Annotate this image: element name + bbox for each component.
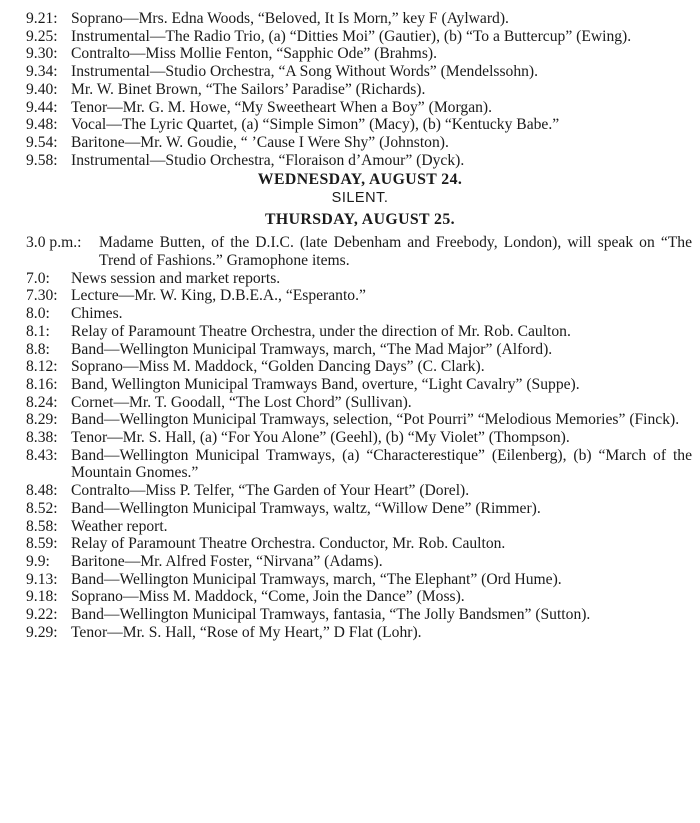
entry-time: 9.18:: [26, 588, 58, 606]
entry-time: 9.13:: [26, 570, 58, 588]
program-entry: [26, 571, 694, 589]
entry-text: Band—Wellington Municipal Tramways, (a) “Characterestique” (Eilenberg), (b) “March of the Mountain Gnomes.”: [71, 446, 692, 482]
entry-text: Cornet—Mr. T. Goodall, “The Lost Chord” (Sullivan).: [71, 393, 412, 411]
program-entry: [26, 588, 694, 606]
program-entry: [26, 500, 694, 518]
program-entry: [26, 63, 694, 81]
wednesday-status: SILENT.: [331, 190, 389, 207]
entry-time: 8.29:: [26, 411, 58, 429]
program-entry: [26, 323, 694, 341]
program-entry: [26, 394, 694, 412]
entry-time: 9.48:: [26, 116, 58, 134]
program-entry: [26, 429, 694, 447]
entry-time: 9.44:: [26, 98, 58, 116]
entry-time: 9.34:: [26, 63, 58, 81]
program-entry: [26, 447, 694, 482]
thursday-heading: THURSDAY, AUGUST 25.: [264, 211, 456, 229]
entry-time: 9.58:: [26, 151, 58, 169]
program-entry: [26, 28, 694, 46]
entry-time: 8.38:: [26, 429, 58, 447]
entry-text: Madame Butten, of the D.I.C. (late Debenham and Freebody, London), will speak on “The Trend of Fashions.” Gramophone items.: [99, 234, 692, 270]
entry-text: Tenor—Mr. S. Hall, “Rose of My Heart,” D Flat (Lohr).: [71, 623, 422, 641]
entry-text: Baritone—Mr. Alfred Foster, “Nirvana” (Adams).: [71, 552, 383, 570]
entry-text: Band—Wellington Municipal Tramways, fantasia, “The Jolly Bandsmen” (Sutton).: [71, 606, 591, 624]
program-entry: [26, 152, 694, 170]
entry-text: Instrumental—Studio Orchestra, “Floraison d’Amour” (Dyck).: [71, 151, 465, 169]
program-entry: [26, 535, 694, 553]
entry-time: 7.30:: [26, 287, 58, 305]
entry-text: Band, Wellington Municipal Tramways Band, overture, “Light Cavalry” (Suppe).: [71, 375, 580, 393]
program-entry: [26, 99, 694, 117]
program-entry: [26, 341, 694, 359]
program-entry: [26, 134, 694, 152]
entry-text: Baritone—Mr. W. Goudie, “ ’Cause I Were Shy” (Johnston).: [71, 133, 449, 151]
entry-text: Mr. W. Binet Brown, “The Sailors’ Paradise” (Richards).: [71, 80, 426, 98]
program-entry: [26, 624, 694, 642]
entry-time: 9.30:: [26, 45, 58, 63]
program-entry: [26, 518, 694, 536]
entry-time: 7.0:: [26, 269, 50, 287]
entry-text: Soprano—Miss M. Maddock, “Come, Join the Dance” (Moss).: [71, 588, 465, 606]
program-entry: [26, 234, 694, 269]
program-entry: [26, 358, 694, 376]
entry-time: 8.12:: [26, 358, 58, 376]
entry-text: Band—Wellington Municipal Tramways, march, “The Mad Major” (Alford).: [71, 340, 553, 358]
entry-text: Contralto—Miss Mollie Fenton, “Sapphic Ode” (Brahms).: [71, 45, 437, 63]
entry-text: Tenor—Mr. G. M. Howe, “My Sweetheart When a Boy” (Morgan).: [71, 98, 492, 116]
entry-text: Vocal—The Lyric Quartet, (a) “Simple Simon” (Macy), (b) “Kentucky Babe.”: [71, 116, 560, 134]
entry-text: Relay of Paramount Theatre Orchestra, under the direction of Mr. Rob. Caulton.: [71, 322, 571, 340]
entry-time: 8.8:: [26, 340, 50, 358]
entry-text: Band—Wellington Municipal Tramways, waltz, “Willow Dene” (Rimmer).: [71, 499, 541, 517]
entry-text: Instrumental—The Radio Trio, (a) “Ditties Moi” (Gautier), (b) “To a Buttercup” (Ewing).: [71, 27, 632, 45]
entry-time: 8.24:: [26, 393, 58, 411]
entry-time: 8.52:: [26, 499, 58, 517]
program-entry: [26, 45, 694, 63]
entry-text: Chimes.: [71, 305, 123, 323]
program-entry: [26, 482, 694, 500]
entry-time: 9.54:: [26, 133, 58, 151]
program-entry: [26, 270, 694, 288]
entry-time: 9.29:: [26, 623, 58, 641]
program-entry: [26, 606, 694, 624]
entry-time: 9.22:: [26, 606, 58, 624]
entry-time: 9.40:: [26, 80, 58, 98]
program-entry: [26, 116, 694, 134]
program-entry: [26, 553, 694, 571]
program-entry: [26, 305, 694, 323]
wednesday-heading: WEDNESDAY, AUGUST 24.: [257, 171, 463, 189]
program-entry: [26, 376, 694, 394]
entry-time: 3.0 p.m.:: [26, 234, 82, 252]
program-entry: [26, 411, 694, 429]
entry-text: Soprano—Miss M. Maddock, “Golden Dancing Days” (C. Clark).: [71, 358, 485, 376]
entry-text: Contralto—Miss P. Telfer, “The Garden of Your Heart” (Dorel).: [71, 482, 470, 500]
entry-text: Band—Wellington Municipal Tramways, march, “The Elephant” (Ord Hume).: [71, 570, 562, 588]
entry-text: Band—Wellington Municipal Tramways, selection, “Pot Pourri” “Melodious Memories” (Finck).: [71, 411, 680, 429]
entry-text: Relay of Paramount Theatre Orchestra. Conductor, Mr. Rob. Caulton.: [71, 535, 506, 553]
entry-time: 8.0:: [26, 305, 50, 323]
entry-text: Soprano—Mrs. Edna Woods, “Beloved, It Is Morn,” key F (Aylward).: [71, 10, 509, 27]
entry-time: 8.59:: [26, 535, 58, 553]
entry-time: 8.43:: [26, 446, 58, 464]
entry-text: Tenor—Mr. S. Hall, (a) “For You Alone” (Geehl), (b) “My Violet” (Thompson).: [71, 429, 570, 447]
program-list-thursday: [26, 234, 694, 641]
entry-time: 8.48:: [26, 482, 58, 500]
entry-time: 8.1:: [26, 322, 50, 340]
program-list-evening: [26, 10, 694, 169]
entry-time: 8.16:: [26, 375, 58, 393]
program-entry: [26, 81, 694, 99]
entry-text: News session and market reports.: [71, 269, 281, 287]
program-entry: [26, 10, 694, 28]
program-entry: [26, 287, 694, 305]
entry-text: Lecture—Mr. W. King, D.B.E.A., “Esperanto.”: [71, 287, 366, 305]
entry-time: 9.9:: [26, 552, 50, 570]
entry-text: Instrumental—Studio Orchestra, “A Song Without Words” (Mendelssohn).: [71, 63, 539, 81]
entry-time: 9.21:: [26, 10, 58, 27]
entry-time: 8.58:: [26, 517, 58, 535]
entry-time: 9.25:: [26, 27, 58, 45]
entry-text: Weather report.: [71, 517, 168, 535]
